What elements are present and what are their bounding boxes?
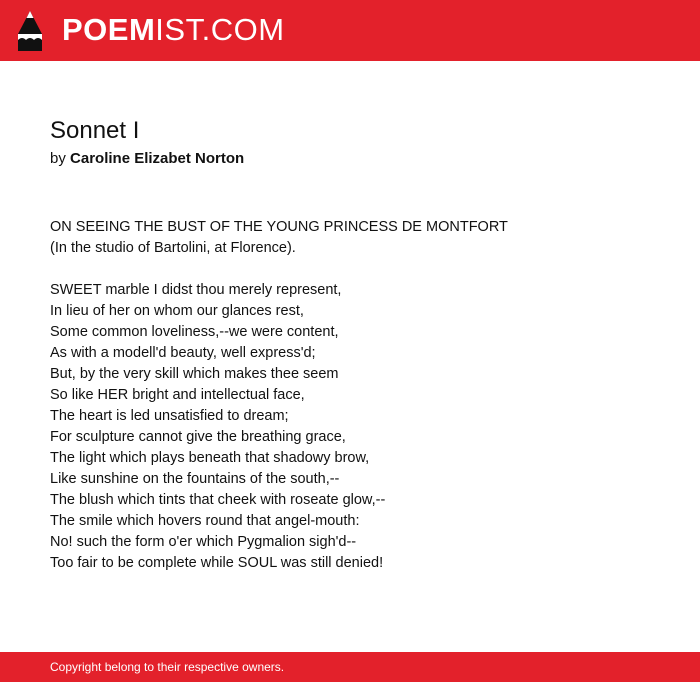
poem-line: (In the studio of Bartolini, at Florence). <box>50 240 296 256</box>
by-label: by <box>50 150 66 167</box>
poem-content <box>50 116 670 574</box>
poem-line: ON SEEING THE BUST OF THE YOUNG PRINCESS DE MONTFORT <box>50 219 508 235</box>
poem-line: For sculpture cannot give the breathing grace, <box>50 429 346 445</box>
poem-line: The heart is led unsatisfied to dream; <box>50 408 289 424</box>
author-name: Caroline Elizabet Norton <box>70 150 245 167</box>
pencil-icon[interactable] <box>17 10 43 52</box>
poem-line: But, by the very skill which makes thee seem <box>50 366 339 382</box>
site-logo[interactable] <box>62 12 285 48</box>
poem-line: So like HER bright and intellectual face, <box>50 387 305 403</box>
site-header <box>0 0 700 61</box>
byline <box>50 149 670 169</box>
poem-line: The light which plays beneath that shadowy brow, <box>50 450 370 466</box>
stanza-gap <box>50 259 670 280</box>
poem-title: Sonnet I <box>50 117 140 144</box>
poem-line: Like sunshine on the fountains of the south,-- <box>50 471 340 487</box>
site-footer <box>0 652 700 682</box>
poem-line: As with a modell'd beauty, well express'd; <box>50 345 316 361</box>
poem-line: The blush which tints that cheek with roseate glow,-- <box>50 492 386 508</box>
poem-line: No! such the form o'er which Pygmalion sigh'd-- <box>50 534 357 550</box>
poem-body <box>50 217 670 574</box>
poem-line: SWEET marble I didst thou merely represent, <box>50 282 342 298</box>
logo-bold-text: POEM <box>62 12 156 47</box>
poem-line: Some common loveliness,--we were content, <box>50 324 339 340</box>
poem-line: Too fair to be complete while SOUL was still denied! <box>50 555 384 571</box>
copyright-text: Copyright belong to their respective owners. <box>50 660 285 674</box>
logo-light-text: IST.COM <box>155 12 285 47</box>
poem-line: In lieu of her on whom our glances rest, <box>50 303 304 319</box>
poem-line: The smile which hovers round that angel-mouth: <box>50 513 360 529</box>
